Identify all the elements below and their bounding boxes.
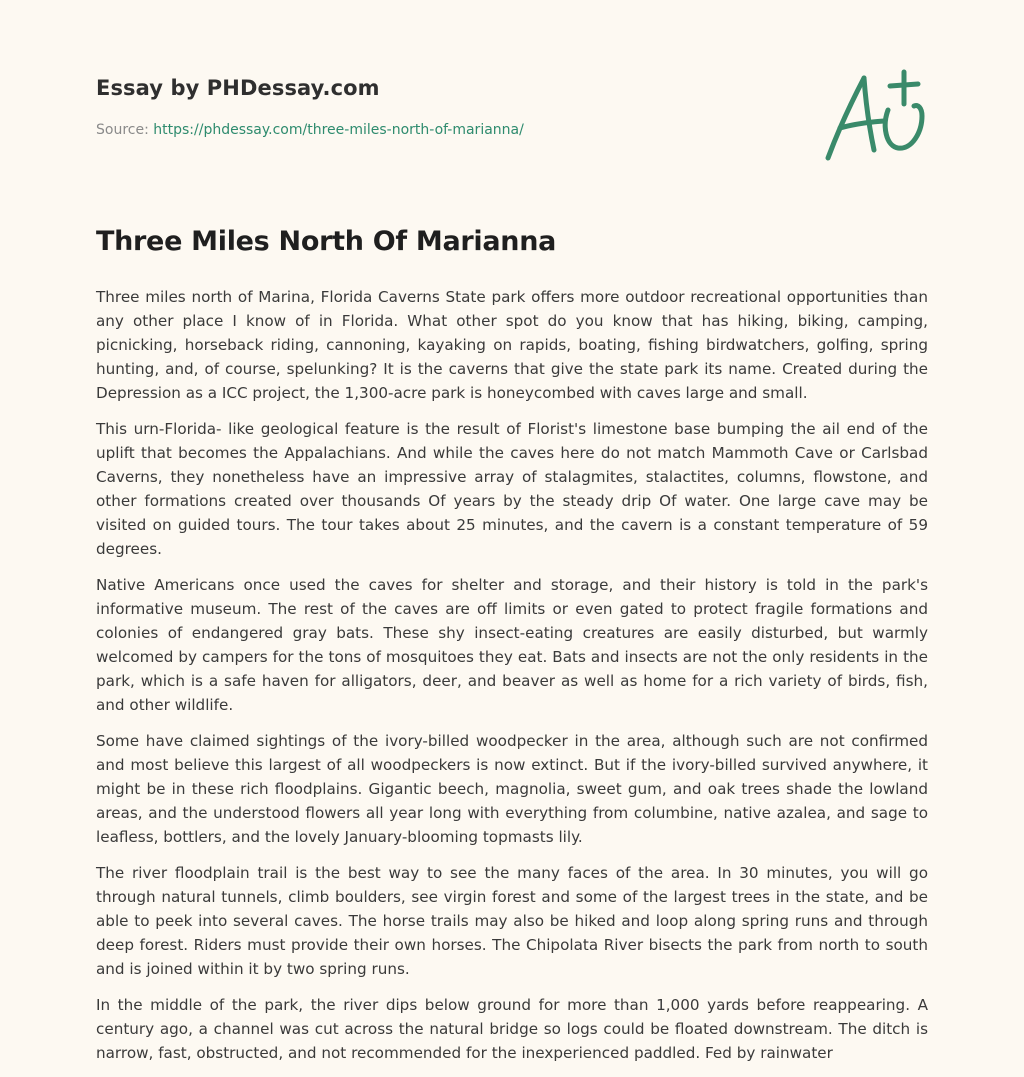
essay-paragraph: The river floodplain trail is the best way to see the many faces of the area. In 30 minutes, you will go through natural tunnels, climb boulders, see virgin forest and some of the largest trees in the state, and be able to peek into several caves. The horse trails may also be hiked and loop along spring runs and through deep forest. Riders must provide their own horses. The Chipolata River bisects the park from north to south and is joined within it by two spring runs.	[96, 864, 928, 978]
essay-paragraph: Three miles north of Marina, Florida Caverns State park offers more outdoor recreational opportunities than any other place I know of in Florida. What other spot do you know that has hiking, biking, camping, picnicking, horseback riding, cannoning, kayaking on rapids, boating, fishing birdwatchers, golfing, spring hunting, and, of course, spelunking? It is the caverns that give the state park its name. Created during the Depression as a ICC project, the 1,300-acre park is honeycombed with caves large and small.	[96, 288, 928, 402]
source-label: Source:	[96, 122, 149, 138]
essay-body	[96, 285, 928, 1077]
essay-title: Three Miles North Of Marianna	[96, 226, 557, 257]
source-line	[96, 122, 524, 138]
essay-paragraph: Some have claimed sightings of the ivory-billed woodpecker in the area, although such are not confirmed and most believe this largest of all woodpeckers is now extinct. But if the ivory-billed survived anywhere, it might be in these rich floodplains. Gigantic beech, magnolia, sweet gum, and oak trees shade the lowland areas, and the understood flowers all year long with everything from columbine, native azalea, and sage to leafless, bottlers, and the lovely January-blooming topmasts lily.	[96, 732, 928, 846]
source-link[interactable]: https://phdessay.com/three-miles-north-of-marianna/	[153, 122, 524, 138]
essay-paragraph: This urn-Florida- like geological feature is the result of Florist's limestone base bumping the ail end of the uplift that becomes the Appalachians. And while the caves here do not match Mammoth Cave or Carlsbad Caverns, they nonetheless have an impressive array of stalagmites, stalactites, columns, flowstone, and other formations created over thousands Of years by the steady drip Of water. One large cave may be visited on guided tours. The tour takes about 25 minutes, and the cavern is a constant temperature of 59 degrees.	[96, 420, 928, 558]
site-brand: Essay by PHDessay.com	[96, 76, 380, 100]
essay-paragraph: In the middle of the park, the river dips below ground for more than 1,000 yards before reappearing. A century ago, a channel was cut across the natural bridge so logs could be floated downstream. The ditch is narrow, fast, obstructed, and not recommended for the inexperienced paddled. Fed by rainwater	[96, 996, 928, 1062]
a-plus-grade-icon	[818, 66, 930, 166]
essay-paragraph: Native Americans once used the caves for shelter and storage, and their history is told in the park's informative museum. The rest of the caves are off limits or even gated to protect fragile formations and colonies of endangered gray bats. These shy insect-eating creatures are easily disturbed, but warmly welcomed by campers for the tons of mosquitoes they eat. Bats and insects are not the only residents in the park, which is a safe haven for alligators, deer, and beaver as well as home for a rich variety of birds, fish, and other wildlife.	[96, 576, 928, 714]
page-header	[96, 76, 524, 138]
